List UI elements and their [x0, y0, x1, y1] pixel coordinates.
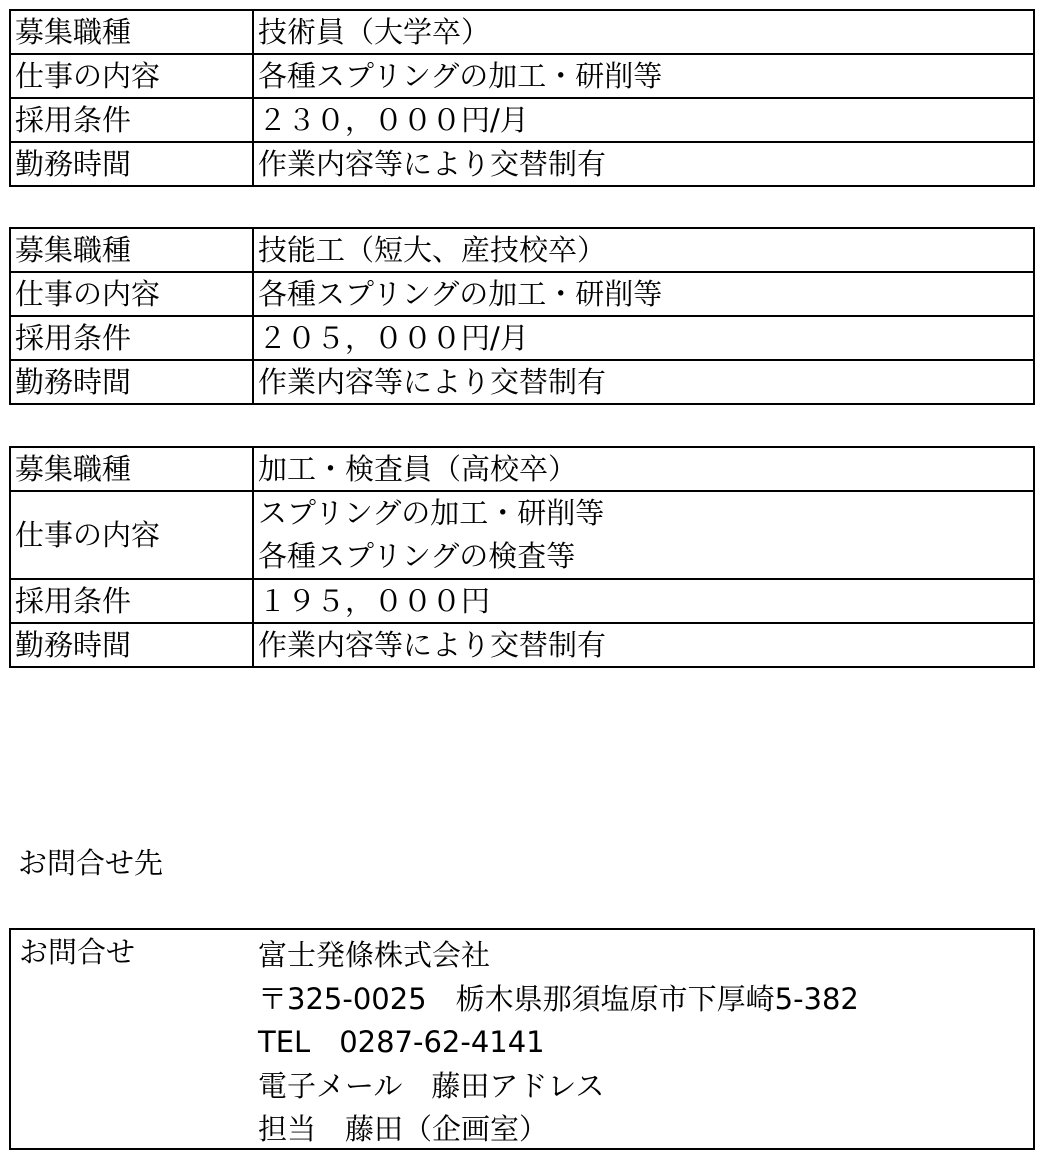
row-label: 勤務時間: [10, 623, 253, 667]
table-row: [10, 10, 1034, 54]
table-row: [10, 491, 1034, 579]
row-label: 採用条件: [10, 316, 253, 360]
row-value: １９５，０００円: [253, 579, 1034, 623]
table-row: [10, 360, 1034, 404]
row-value: ２３０，０００円/月: [253, 98, 1034, 142]
row-value: 作業内容等により交替制有: [253, 360, 1034, 404]
row-value: 技術員（大学卒）: [253, 10, 1034, 54]
row-label: 勤務時間: [10, 360, 253, 404]
row-value: ２０５，０００円/月: [253, 316, 1034, 360]
contact-heading: お問合せ先: [18, 846, 164, 880]
row-value: 加工・検査員（高校卒）: [253, 447, 1034, 491]
row-value: 技能工（短大、産技校卒）: [253, 228, 1034, 272]
row-label: 仕事の内容: [10, 272, 253, 316]
row-label: 募集職種: [10, 228, 253, 272]
row-value-line: 各種スプリングの検査等: [258, 539, 576, 573]
row-label: 採用条件: [10, 579, 253, 623]
table-row: [10, 316, 1034, 360]
row-label: 募集職種: [10, 10, 253, 54]
phone-number: TEL 0287-62-4141: [258, 1025, 545, 1059]
job-table-1: [9, 9, 1035, 187]
table-row: [10, 54, 1034, 98]
contact-details: [258, 934, 859, 1152]
row-label: 採用条件: [10, 98, 253, 142]
job-table-3: [9, 446, 1035, 668]
row-label: 勤務時間: [10, 142, 253, 186]
address: 〒325-0025 栃木県那須塩原市下厚崎5-382: [258, 981, 859, 1016]
row-label: 仕事の内容: [10, 491, 253, 579]
contact-label: お問合せ: [19, 935, 136, 969]
table-row: [10, 579, 1034, 623]
row-value: [253, 491, 1034, 579]
email: 電子メール 藤田アドレス: [258, 1068, 605, 1103]
company-name: 富士発條株式会社: [258, 938, 491, 972]
row-label: 仕事の内容: [10, 54, 253, 98]
table-row: [10, 228, 1034, 272]
table-row: [10, 98, 1034, 142]
job-table-2: [9, 227, 1035, 405]
row-value-line: スプリングの加工・研削等: [258, 496, 605, 530]
table-row: [10, 623, 1034, 667]
row-value: 各種スプリングの加工・研削等: [253, 272, 1034, 316]
row-value: 作業内容等により交替制有: [253, 623, 1034, 667]
row-label: 募集職種: [10, 447, 253, 491]
contact-person: 担当 藤田（企画室）: [258, 1112, 549, 1146]
table-row: [10, 272, 1034, 316]
contact-box: [9, 928, 1035, 1150]
table-row: [10, 447, 1034, 491]
table-row: [10, 142, 1034, 186]
row-value: 各種スプリングの加工・研削等: [253, 54, 1034, 98]
row-value: 作業内容等により交替制有: [253, 142, 1034, 186]
